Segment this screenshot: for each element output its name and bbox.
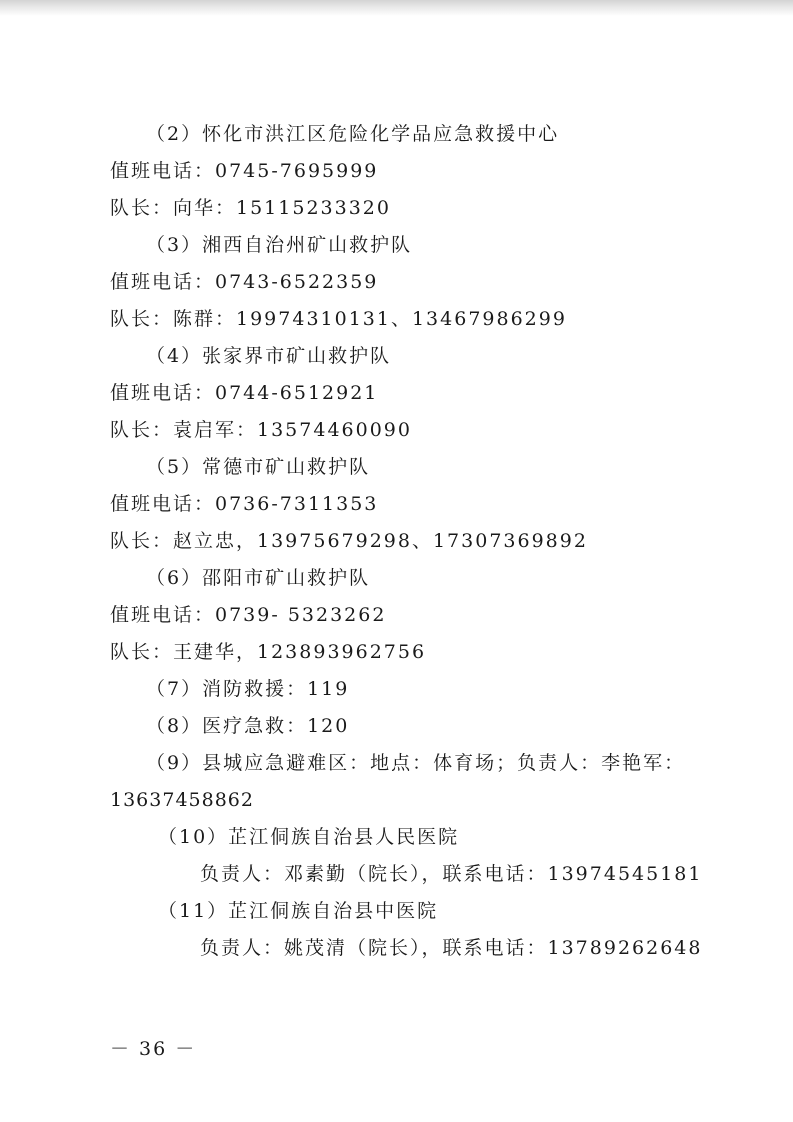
entry-medical-emergency: （8）医疗急救：120 [146, 715, 350, 737]
duty-phone-line: 值班电话：0744-6512921 [110, 382, 379, 404]
entry-shelter-area: （9）县城应急避难区：地点：体育场；负责人：李艳军： [146, 752, 686, 774]
hospital-contact-line: 负责人：邓素勤（院长），联系电话：13974545181 [200, 863, 703, 885]
shelter-contact-phone: 13637458862 [110, 789, 254, 811]
entry-heading-zhangjiajie: （4）张家界市矿山救护队 [146, 345, 392, 367]
entry-heading-shaoyang: （6）邵阳市矿山救护队 [146, 567, 371, 589]
entry-heading-peoples-hospital: （10）芷江侗族自治县人民医院 [158, 826, 460, 848]
duty-phone-line: 值班电话：0745-7695999 [110, 160, 379, 182]
duty-phone-line: 值班电话：0739- 5323262 [110, 604, 387, 626]
entry-heading-hongjiang: （2）怀化市洪江区危险化学品应急救援中心 [146, 123, 560, 145]
duty-phone-line: 值班电话：0736-7311353 [110, 493, 379, 515]
captain-line: 队长：王建华，123893962756 [110, 641, 427, 663]
entry-heading-tcm-hospital: （11）芷江侗族自治县中医院 [158, 900, 439, 922]
entry-heading-xiangxi: （3）湘西自治州矿山救护队 [146, 234, 413, 256]
entry-heading-changde: （5）常德市矿山救护队 [146, 456, 371, 478]
page-number: － 36 － [110, 1038, 197, 1060]
captain-line: 队长：袁启军：13574460090 [110, 419, 412, 441]
captain-line: 队长：陈群：19974310131、13467986299 [110, 308, 567, 330]
hospital-contact-line: 负责人：姚茂清（院长），联系电话：13789262648 [200, 937, 703, 959]
scan-top-edge [0, 0, 793, 16]
captain-line: 队长：赵立忠，13975679298、17307369892 [110, 530, 588, 552]
document-body [110, 116, 750, 967]
entry-fire-rescue: （7）消防救援：119 [146, 678, 350, 700]
captain-line: 队长：向华：15115233320 [110, 197, 391, 219]
duty-phone-line: 值班电话：0743-6522359 [110, 271, 379, 293]
